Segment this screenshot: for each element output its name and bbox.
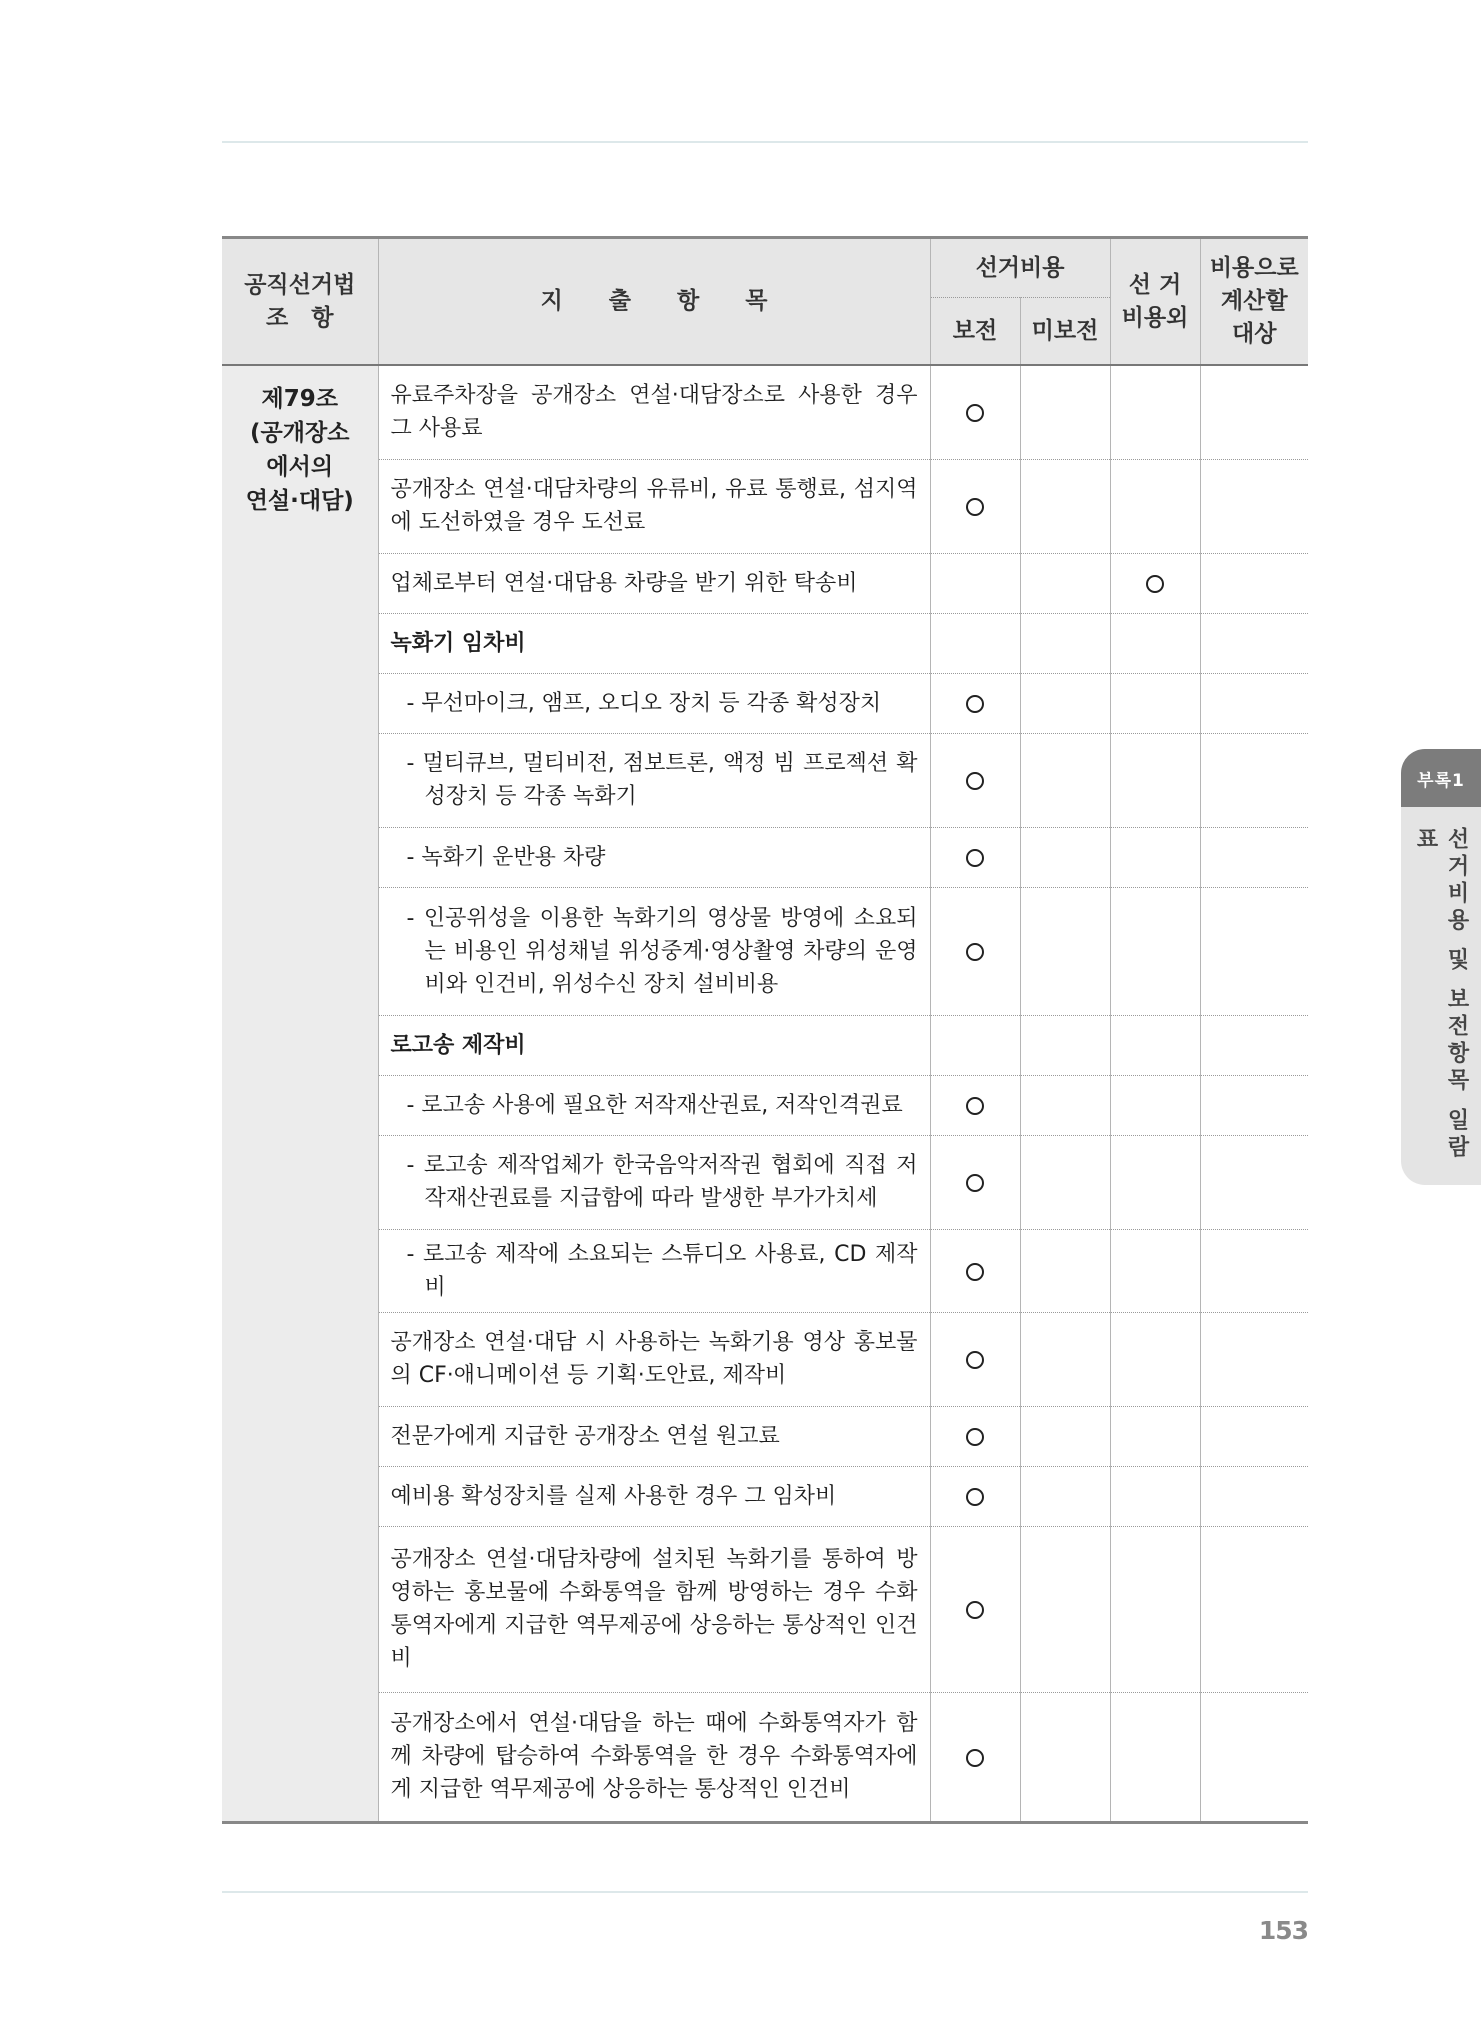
circle-mark-icon [966, 498, 984, 516]
header-article: 공직선거법 조 항 [222, 238, 378, 366]
circle-mark-icon [966, 1263, 984, 1281]
non-election-mark [1110, 1015, 1200, 1075]
expense-item: 공개장소 연설·대담차량에 설치된 녹화기를 통하여 방영하는 홍보물에 수화통역을 함께 방영하는 경우 수화통역자에게 지급한 역무제공에 상응하는 통상적인 인건비 [378, 1526, 930, 1692]
countable-mark [1200, 673, 1308, 733]
circle-mark-icon [966, 772, 984, 790]
countable-mark [1200, 459, 1308, 553]
not-preserved-mark [1020, 1526, 1110, 1692]
header-non-election: 선 거 비용외 [1110, 238, 1200, 366]
table-row [222, 1229, 1308, 1312]
non-election-mark [1110, 1406, 1200, 1466]
expense-item: 공개장소에서 연설·대담을 하는 때에 수화통역자가 함께 차량에 탑승하여 수화통역을 한 경우 수화통역자에게 지급한 역무제공에 상응하는 통상적인 인건비 [378, 1692, 930, 1822]
circle-mark-icon [966, 695, 984, 713]
expense-item [378, 673, 930, 733]
appendix-tab-label: 부록1 [1401, 749, 1481, 807]
countable-mark [1200, 365, 1308, 459]
article-line4: 연설·대담) [245, 488, 354, 514]
countable-mark [1200, 613, 1308, 673]
expense-item-text: - 로고송 제작업체가 한국음악저작권 협회에 직접 저작재산권료를 지급함에 따라 발생한 부가가치세 [406, 1153, 918, 1211]
table-row [222, 459, 1308, 553]
circle-mark-icon [966, 1174, 984, 1192]
not-preserved-mark [1020, 827, 1110, 887]
countable-mark [1200, 1406, 1308, 1466]
preserved-mark [930, 459, 1020, 553]
non-election-mark [1110, 827, 1200, 887]
circle-mark-icon [966, 1749, 984, 1767]
table-row [222, 733, 1308, 827]
preserved-mark [930, 733, 1020, 827]
circle-mark-icon [966, 1488, 984, 1506]
preserved-mark [930, 1526, 1020, 1692]
header-countable: 비용으로 계산할 대상 [1200, 238, 1308, 366]
appendix-tab [1401, 807, 1481, 1185]
countable-mark [1200, 1135, 1308, 1229]
not-preserved-mark [1020, 1015, 1110, 1075]
preserved-mark [930, 365, 1020, 459]
expense-item: 업체로부터 연설·대담용 차량을 받기 위한 탁송비 [378, 553, 930, 613]
not-preserved-mark [1020, 613, 1110, 673]
not-preserved-mark [1020, 733, 1110, 827]
non-election-mark [1110, 553, 1200, 613]
preserved-mark [930, 553, 1020, 613]
countable-mark [1200, 1075, 1308, 1135]
not-preserved-mark [1020, 673, 1110, 733]
countable-mark [1200, 553, 1308, 613]
expense-table [222, 236, 1308, 1824]
not-preserved-mark [1020, 887, 1110, 1015]
table-row [222, 887, 1308, 1015]
non-election-mark [1110, 1526, 1200, 1692]
non-election-mark [1110, 1075, 1200, 1135]
table-row [222, 365, 1308, 459]
countable-mark [1200, 1466, 1308, 1526]
preserved-mark [930, 613, 1020, 673]
expense-item: 로고송 제작비 [378, 1015, 930, 1075]
non-election-mark [1110, 1229, 1200, 1312]
countable-mark [1200, 1526, 1308, 1692]
preserved-mark [930, 887, 1020, 1015]
preserved-mark [930, 1312, 1020, 1406]
preserved-mark [930, 1466, 1020, 1526]
non-election-mark [1110, 673, 1200, 733]
non-election-mark [1110, 1466, 1200, 1526]
table-row [222, 1015, 1308, 1075]
non-election-mark [1110, 1692, 1200, 1822]
not-preserved-mark [1020, 1406, 1110, 1466]
non-election-mark [1110, 887, 1200, 1015]
expense-item-text: - 멀티큐브, 멀티비전, 점보트론, 액정 빔 프로젝션 확성장치 등 각종 녹화기 [406, 751, 918, 809]
table-row [222, 673, 1308, 733]
countable-mark [1200, 827, 1308, 887]
table-row [222, 1692, 1308, 1822]
countable-mark [1200, 1229, 1308, 1312]
preserved-mark [930, 827, 1020, 887]
preserved-mark [930, 1015, 1020, 1075]
expense-item: 공개장소 연설·대담 시 사용하는 녹화기용 영상 홍보물의 CF·애니메이션 등 기획·도안료, 제작비 [378, 1312, 930, 1406]
preserved-mark [930, 1406, 1020, 1466]
preserved-mark [930, 1229, 1020, 1312]
header-preserved: 보전 [930, 298, 1020, 366]
table-row [222, 827, 1308, 887]
header-election-cost: 선거비용 [930, 238, 1110, 298]
table-row [222, 1526, 1308, 1692]
table-row [222, 613, 1308, 673]
non-election-mark [1110, 1135, 1200, 1229]
non-election-mark [1110, 365, 1200, 459]
countable-mark [1200, 1312, 1308, 1406]
not-preserved-mark [1020, 1229, 1110, 1312]
article-line3: 에서의 [266, 454, 334, 480]
header-item: 지 출 항 목 [378, 238, 930, 366]
expense-item: 예비용 확성장치를 실제 사용한 경우 그 임차비 [378, 1466, 930, 1526]
table-row [222, 1312, 1308, 1406]
circle-mark-icon [966, 1097, 984, 1115]
not-preserved-mark [1020, 553, 1110, 613]
page-number: 153 [1258, 1916, 1308, 1945]
not-preserved-mark [1020, 1075, 1110, 1135]
non-election-mark [1110, 733, 1200, 827]
expense-item [378, 1135, 930, 1229]
table-row [222, 1406, 1308, 1466]
article-cell [222, 365, 378, 1822]
not-preserved-mark [1020, 459, 1110, 553]
countable-mark [1200, 733, 1308, 827]
not-preserved-mark [1020, 1312, 1110, 1406]
expense-item [378, 827, 930, 887]
preserved-mark [930, 673, 1020, 733]
circle-mark-icon [966, 404, 984, 422]
non-election-mark [1110, 1312, 1200, 1406]
not-preserved-mark [1020, 1135, 1110, 1229]
circle-mark-icon [966, 849, 984, 867]
countable-mark [1200, 1015, 1308, 1075]
not-preserved-mark [1020, 1692, 1110, 1822]
expense-item-text: - 로고송 사용에 필요한 저작재산권료, 저작인격권료 [406, 1092, 903, 1118]
table-row [222, 1075, 1308, 1135]
expense-item: 전문가에게 지급한 공개장소 연설 원고료 [378, 1406, 930, 1466]
expense-item [378, 1229, 930, 1312]
expense-item: 공개장소 연설·대담차량의 유류비, 유료 통행료, 섬지역에 도선하였을 경우 도선료 [378, 459, 930, 553]
not-preserved-mark [1020, 365, 1110, 459]
countable-mark [1200, 1692, 1308, 1822]
expense-item-text: - 인공위성을 이용한 녹화기의 영상물 방영에 소요되는 비용인 위성채널 위성중계·영상촬영 차량의 운영비와 인건비, 위성수신 장치 설비비용 [406, 905, 918, 997]
table-row [222, 1135, 1308, 1229]
table-row [222, 1466, 1308, 1526]
expense-item-text: - 무선마이크, 앰프, 오디오 장치 등 각종 확성장치 [406, 690, 882, 716]
preserved-mark [930, 1135, 1020, 1229]
countable-mark [1200, 887, 1308, 1015]
non-election-mark [1110, 613, 1200, 673]
expense-item [378, 733, 930, 827]
circle-mark-icon [1146, 575, 1164, 593]
expense-item-text: - 녹화기 운반용 차량 [406, 844, 606, 870]
appendix-tab-title: 선거비용 및 보전항목 일람표 [1413, 827, 1469, 1162]
circle-mark-icon [966, 943, 984, 961]
circle-mark-icon [966, 1428, 984, 1446]
expense-item: 유료주차장을 공개장소 연설·대담장소로 사용한 경우 그 사용료 [378, 365, 930, 459]
preserved-mark [930, 1692, 1020, 1822]
expense-item [378, 1075, 930, 1135]
header-not-preserved: 미보전 [1020, 298, 1110, 366]
expense-item: 녹화기 임차비 [378, 613, 930, 673]
expense-item-text: - 로고송 제작에 소요되는 스튜디오 사용료, CD 제작비 [406, 1241, 918, 1300]
circle-mark-icon [966, 1351, 984, 1369]
bottom-rule [222, 1891, 1308, 1893]
article-line2: (공개장소 [250, 420, 350, 446]
expense-item [378, 887, 930, 1015]
circle-mark-icon [966, 1601, 984, 1619]
table-row [222, 553, 1308, 613]
top-rule [222, 141, 1308, 143]
article-line1: 제79조 [261, 386, 338, 412]
non-election-mark [1110, 459, 1200, 553]
not-preserved-mark [1020, 1466, 1110, 1526]
preserved-mark [930, 1075, 1020, 1135]
